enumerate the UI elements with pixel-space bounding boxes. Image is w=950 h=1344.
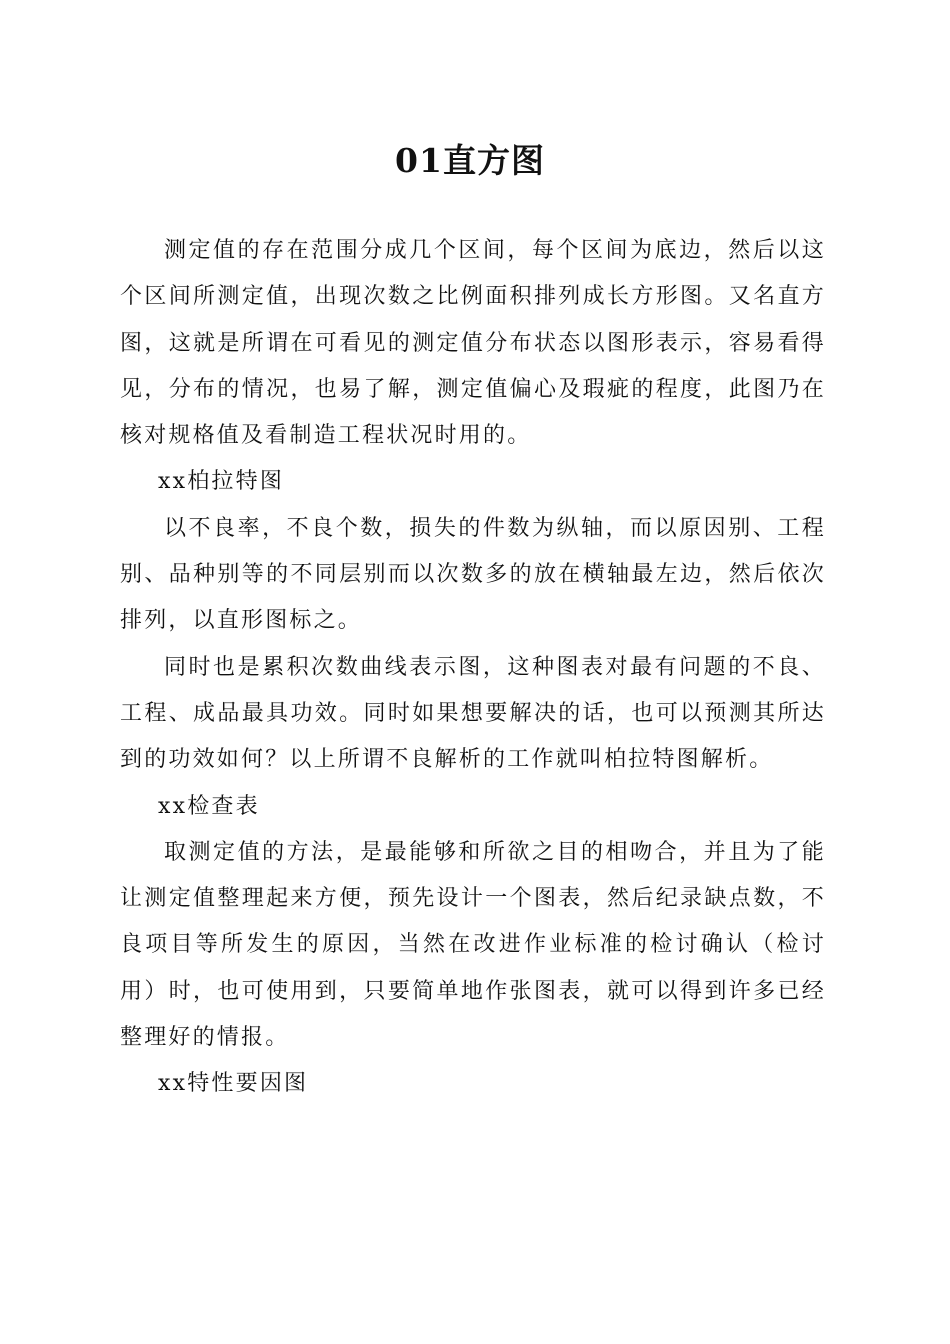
paragraph-histogram: 测定值的存在范围分成几个区间，每个区间为底边，然后以这个区间所测定值，出现次数之比例面积排列成长方形图。又名直方图，这就是所谓在可看见的测定值分布状态以图形表示，容易看得见，分布的情况，也易了解，测定值偏心及瑕疵的程度，此图乃在核对规格值及看制造工程状况时用的。 — [120, 238, 826, 449]
document-body — [120, 228, 826, 1108]
section-heading-pareto: xx柏拉特图 — [158, 469, 285, 495]
paragraph-pareto-2: 同时也是累积次数曲线表示图，这种图表对最有问题的不良、工程、成品最具功效。同时如果想要解决的话，也可以预测其所达到的功效如何？以上所谓不良解析的工作就叫柏拉特图解析。 — [120, 654, 826, 773]
paragraph-pareto-1: 以不良率，不良个数，损失的件数为纵轴，而以原因别、工程别、品种别等的不同层别而以次数多的放在横轴最左边，然后依次排列，以直形图标之。 — [120, 515, 826, 634]
paragraph-checklist: 取测定值的方法，是最能够和所欲之目的相吻合，并且为了能让测定值整理起来方便，预先设计一个图表，然后纪录缺点数，不良项目等所发生的原因，当然在改进作业标准的检讨确认（检讨用）时，也可使用到，只要简单地作张图表，就可以得到许多已经整理好的情报。 — [120, 839, 826, 1051]
section-heading-checklist: xx检查表 — [158, 793, 260, 819]
document-title: 01直方图 — [395, 141, 545, 180]
section-heading-cause-effect: xx特性要因图 — [158, 1071, 309, 1097]
